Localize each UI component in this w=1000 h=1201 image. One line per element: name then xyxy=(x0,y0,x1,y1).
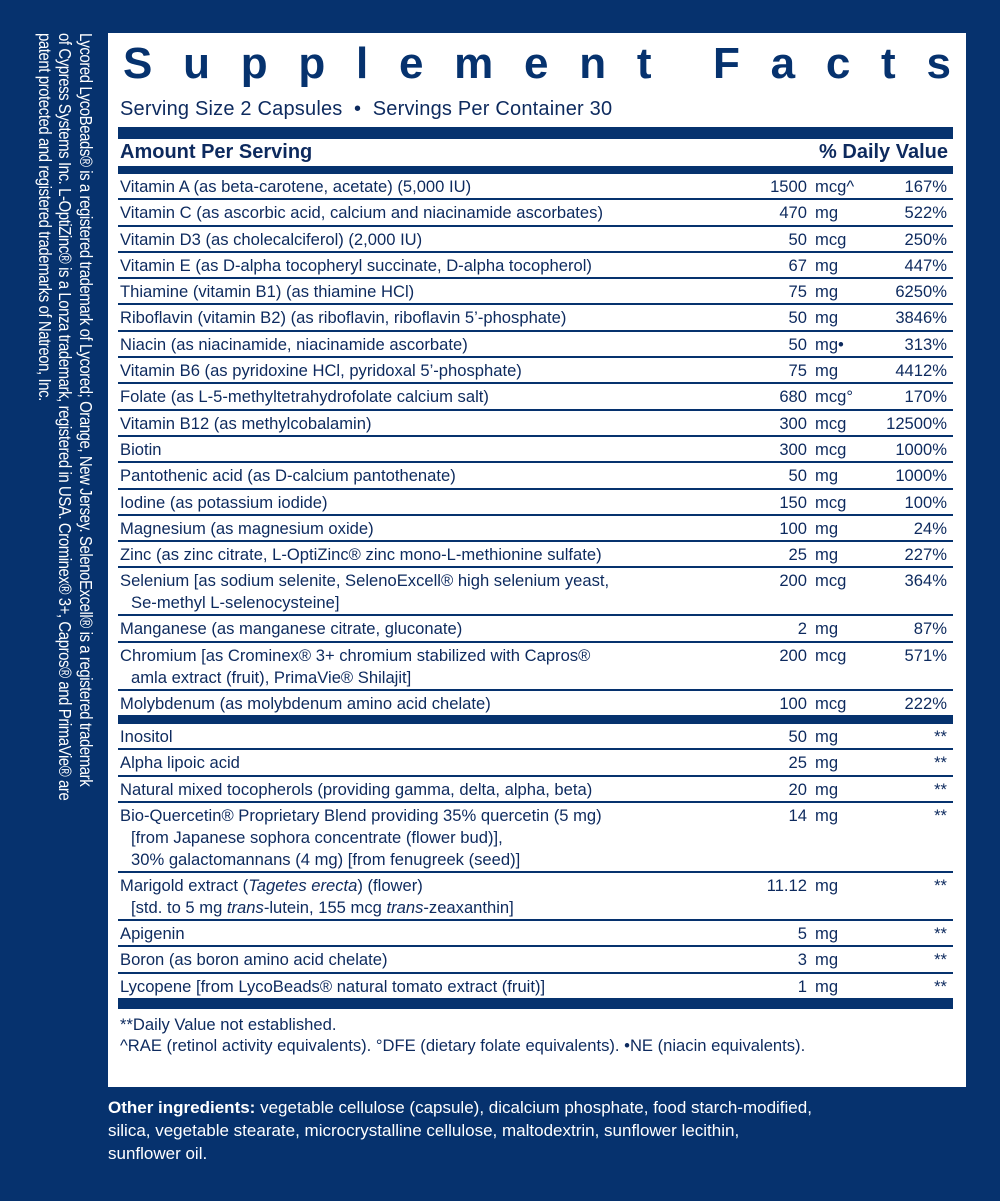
amount-value: 100 xyxy=(779,693,807,713)
amount-value: 50 xyxy=(788,466,807,486)
daily-value: 12500% xyxy=(886,413,947,433)
table-row xyxy=(118,200,953,226)
nutrient-name xyxy=(118,645,719,689)
table-row xyxy=(118,947,953,973)
amount-value: 11.12 xyxy=(766,875,807,895)
trademark-notice xyxy=(26,33,96,1073)
amount-unit: mg xyxy=(815,466,839,486)
table-row xyxy=(118,921,953,947)
daily-value: 222% xyxy=(904,693,947,713)
nutrient-name-italic: Tagetes erecta xyxy=(248,875,358,895)
title-letter: e xyxy=(524,39,549,88)
amount-value: 100 xyxy=(779,518,807,538)
daily-value: ** xyxy=(934,976,947,996)
daily-value: 227% xyxy=(904,545,947,565)
amount-value: 50 xyxy=(788,334,807,354)
table-row xyxy=(118,227,953,253)
nutrient-name xyxy=(118,202,719,224)
nutrient-name-line: Vitamin B6 (as pyridoxine HCl, pyridoxal 5’-phosphate) xyxy=(120,361,522,381)
amount-value: 200 xyxy=(779,645,807,665)
daily-value: ** xyxy=(934,727,947,747)
nutrient-name-line: Vitamin C (as ascorbic acid, calcium and niacinamide ascorbates) xyxy=(120,203,603,223)
amount-value: 300 xyxy=(779,439,807,459)
daily-value: 313% xyxy=(904,334,947,354)
table-row xyxy=(118,253,953,279)
table-row xyxy=(118,463,953,489)
nutrient-name-line: Se-methyl L-selenocysteine] xyxy=(131,593,340,613)
amount-unit: mg xyxy=(815,619,839,639)
nutrient-name xyxy=(118,923,719,945)
nutrient-name-line: Vitamin D3 (as cholecalciferol) (2,000 IU) xyxy=(120,229,423,249)
daily-value: 100% xyxy=(904,492,947,512)
nutrient-name xyxy=(118,492,719,514)
other-ingredients-line: silica, vegetable stearate, microcrystalline cellulose, maltodextrin, sunflower lecithin, xyxy=(108,1121,740,1140)
nutrient-name xyxy=(118,693,719,717)
nutrient-name xyxy=(118,544,719,566)
title-letter: c xyxy=(825,39,851,88)
amount-unit: mg xyxy=(815,518,839,538)
amount-unit: mcg^ xyxy=(815,177,855,196)
nutrient-name-line: Manganese (as manganese citrate, gluconate) xyxy=(120,619,463,639)
footnote: **Daily Value not established. xyxy=(120,1014,337,1034)
amount-value: 470 xyxy=(779,203,807,223)
nutrient-name-line xyxy=(120,897,719,919)
nutrient-name-line: 30% galactomannans (4 mg) [from fenugreek (seed)] xyxy=(131,849,521,869)
daily-value: 364% xyxy=(904,571,947,591)
daily-value: ** xyxy=(934,875,947,895)
table-row xyxy=(118,174,953,200)
table-row xyxy=(118,384,953,410)
table-header xyxy=(118,139,953,166)
nutrient-name-line: Natural mixed tocopherols (providing gamma, delta, alpha, beta) xyxy=(120,779,593,799)
nutrient-name-line: Vitamin E (as D-alpha tocopheryl succinate, D-alpha tocopherol) xyxy=(120,255,592,275)
nutrient-name xyxy=(118,413,719,435)
amount-unit: mcg xyxy=(815,439,847,459)
nutrient-name-part: -lutein, 155 mcg xyxy=(263,897,387,917)
nutrient-name-line: Marigold extract ( xyxy=(120,875,249,895)
title-letter: p xyxy=(298,39,326,88)
nutrient-name-part: [std. to 5 mg xyxy=(131,897,227,917)
nutrient-name xyxy=(118,386,719,408)
nutrient-name-line: Magnesium (as magnesium oxide) xyxy=(120,518,374,538)
nutrient-name-line: Iodine (as potassium iodide) xyxy=(120,492,328,512)
table-row xyxy=(118,803,953,873)
daily-value: 522% xyxy=(904,203,947,223)
amount-value: 1500 xyxy=(770,177,807,196)
amount-value: 200 xyxy=(779,571,807,591)
nutrient-name xyxy=(118,570,719,614)
title-letter: e xyxy=(398,39,424,88)
daily-value: 447% xyxy=(904,255,947,275)
nutrient-name-line: Inositol xyxy=(120,727,173,747)
table-row xyxy=(118,974,953,1000)
table-row xyxy=(118,568,953,616)
daily-value: 250% xyxy=(904,229,947,249)
amount-value: 75 xyxy=(788,361,807,381)
amount-unit: mg xyxy=(815,753,839,773)
amount-unit: mg xyxy=(815,727,839,747)
trademark-line: Lycored LycoBeads® is a registered trademark of Lycored; Orange, New Jersey. SelenoExcell® is a registered trademark xyxy=(76,33,96,787)
nutrient-name xyxy=(118,334,719,356)
nutrient-name-italic: trans xyxy=(386,897,424,917)
nutrient-name-line: Pantothenic acid (as D-calcium pantothenate) xyxy=(120,466,456,486)
other-ingredients-label: Other ingredients: xyxy=(108,1098,256,1117)
daily-value: ** xyxy=(934,753,947,773)
nutrient-name-italic: trans xyxy=(226,897,264,917)
title-letter: F xyxy=(712,39,740,88)
table-row xyxy=(118,616,953,642)
amount-unit: mg xyxy=(815,255,839,275)
amount-unit: mg xyxy=(815,545,839,565)
amount-value: 50 xyxy=(788,229,807,249)
amount-unit: mg xyxy=(815,308,839,328)
amount-value: 20 xyxy=(788,779,807,799)
title-letter: p xyxy=(240,39,268,88)
amount-unit: mg xyxy=(815,282,839,302)
nutrient-name-line: Boron (as boron amino acid chelate) xyxy=(120,950,388,970)
title-letter: t xyxy=(636,39,652,88)
daily-value: ** xyxy=(934,923,947,943)
title-letter: n xyxy=(579,39,607,88)
nutrient-name xyxy=(118,875,719,919)
title-letter: u xyxy=(183,39,210,88)
nutrient-name xyxy=(118,618,719,640)
nutrient-name xyxy=(118,976,719,1000)
nutrient-name-line: Niacin (as niacinamide, niacinamide ascorbate) xyxy=(120,334,468,354)
amount-value: 680 xyxy=(779,387,807,407)
table-row xyxy=(118,332,953,358)
nutrient-name xyxy=(118,439,719,461)
amount-unit: mg xyxy=(815,805,839,825)
amount-value: 75 xyxy=(788,282,807,302)
trademark-line: of Cypress Systems Inc. L-OptiZinc® is a Lonza trademark, registered in USA. Crominex® 3+, Capros® and PrimaVie® are xyxy=(55,33,76,801)
amount-unit: mcg xyxy=(815,229,847,249)
amount-unit: mcg xyxy=(815,693,847,713)
nutrient-name-line: Chromium [as Crominex® 3+ chromium stabilized with Capros® xyxy=(120,645,591,665)
amount-unit: mg xyxy=(815,976,839,996)
table-row xyxy=(118,643,953,691)
amount-unit: mcg xyxy=(815,413,847,433)
nutrient-name xyxy=(118,805,719,871)
amount-value: 300 xyxy=(779,413,807,433)
daily-value-label: % Daily Value xyxy=(819,141,948,163)
nutrient-name xyxy=(118,779,719,801)
daily-value: 170% xyxy=(904,387,947,407)
amount-value: 3 xyxy=(797,950,807,970)
divider-thick xyxy=(118,127,953,139)
nutrient-name-line: Molybdenum (as molybdenum amino acid chelate) xyxy=(120,693,491,713)
amount-value: 14 xyxy=(788,805,807,825)
daily-value: 167% xyxy=(904,177,947,196)
table-row xyxy=(118,516,953,542)
title-letter: l xyxy=(355,39,369,88)
nutrient-name xyxy=(118,949,719,971)
amount-unit: mg xyxy=(815,950,839,970)
table-row xyxy=(118,777,953,803)
amount-value: 67 xyxy=(788,255,807,275)
nutrient-name-line: [from Japanese sophora concentrate (flower bud)], xyxy=(131,827,503,847)
other-rows xyxy=(118,724,953,1000)
nutrient-name xyxy=(118,465,719,487)
table-row xyxy=(118,279,953,305)
table-row xyxy=(118,437,953,463)
amount-unit: mg xyxy=(815,779,839,799)
title-letter: S xyxy=(123,39,153,88)
amount-value: 25 xyxy=(788,753,807,773)
amount-value: 50 xyxy=(788,308,807,328)
title-letter: s xyxy=(926,39,951,88)
nutrient-name xyxy=(118,307,719,329)
table-row xyxy=(118,873,953,921)
table-row xyxy=(118,411,953,437)
nutrient-name-line: Vitamin B12 (as methylcobalamin) xyxy=(120,413,372,433)
nutrient-name-line: Zinc (as zinc citrate, L-OptiZinc® zinc mono-L-methionine sulfate) xyxy=(120,545,602,565)
nutrient-name xyxy=(118,360,719,382)
footnote: ^RAE (retinol activity equivalents). °DFE (dietary folate equivalents). •NE (niacin equivalents). xyxy=(120,1035,806,1055)
nutrient-name-line: Thiamine (vitamin B1) (as thiamine HCl) xyxy=(120,282,415,302)
panel-title xyxy=(118,33,953,91)
daily-value: 4412% xyxy=(895,361,947,381)
title-letter: m xyxy=(454,39,494,88)
title-letter: t xyxy=(881,39,896,88)
nutrient-name-line: Lycopene [from LycoBeads® natural tomato extract (fruit)] xyxy=(120,976,546,996)
amount-value: 150 xyxy=(779,492,807,512)
amount-unit: mg xyxy=(815,875,839,895)
nutrient-name-part: -zeaxanthin] xyxy=(423,897,514,917)
table-row xyxy=(118,490,953,516)
daily-value: 1000% xyxy=(895,466,947,486)
daily-value: ** xyxy=(934,779,947,799)
nutrient-name-line: Vitamin A (as beta-carotene, acetate) (5,000 IU) xyxy=(120,177,472,196)
amount-unit: mcg° xyxy=(815,387,853,407)
amount-per-serving-label: Amount Per Serving xyxy=(120,141,313,163)
daily-value: ** xyxy=(934,950,947,970)
amount-unit: mg xyxy=(815,361,839,381)
other-ingredients-text: vegetable cellulose (capsule), dicalcium phosphate, food starch-modified, xyxy=(255,1098,812,1117)
daily-value: ** xyxy=(934,805,947,825)
table-row xyxy=(118,305,953,331)
divider-header xyxy=(118,166,953,174)
amount-unit: mcg xyxy=(815,571,847,591)
nutrient-name-line: amla extract (fruit), PrimaVie® Shilajit] xyxy=(131,667,412,687)
nutrient-name-line: Bio-Quercetin® Proprietary Blend providing 35% quercetin (5 mg) xyxy=(120,805,602,825)
nutrient-name-line: Folate (as L-5-methyltetrahydrofolate calcium salt) xyxy=(120,387,489,407)
nutrient-name-line: Biotin xyxy=(120,439,162,459)
table-row xyxy=(118,358,953,384)
nutrient-rows xyxy=(118,174,953,717)
serving-info: Serving Size 2 Capsules • Servings Per Container 30 xyxy=(120,98,613,120)
daily-value: 6250% xyxy=(895,282,947,302)
amount-value: 50 xyxy=(788,727,807,747)
daily-value: 87% xyxy=(913,619,947,639)
nutrient-name-line: Apigenin xyxy=(120,923,185,943)
nutrient-name xyxy=(118,255,719,277)
table-row xyxy=(118,542,953,568)
nutrient-name xyxy=(118,229,719,251)
footnotes xyxy=(118,1009,953,1056)
amount-unit: mcg xyxy=(815,645,847,665)
amount-unit: mcg xyxy=(815,492,847,512)
nutrient-name xyxy=(118,176,719,198)
amount-unit: mg• xyxy=(815,334,844,354)
table-row xyxy=(118,750,953,776)
table-row xyxy=(118,724,953,750)
other-ingredients-line: sunflower oil. xyxy=(108,1144,208,1163)
daily-value: 24% xyxy=(913,518,947,538)
title-letter: a xyxy=(770,39,796,88)
supplement-facts-panel xyxy=(108,33,966,1087)
nutrient-name-line: Riboflavin (vitamin B2) (as riboflavin, riboflavin 5’-phosphate) xyxy=(120,308,567,328)
daily-value: 571% xyxy=(904,645,947,665)
amount-value: 1 xyxy=(797,976,807,996)
nutrient-name xyxy=(118,726,719,748)
amount-value: 5 xyxy=(797,923,807,943)
nutrient-name-line: Alpha lipoic acid xyxy=(120,753,240,773)
amount-unit: mg xyxy=(815,923,839,943)
amount-unit: mg xyxy=(815,203,839,223)
daily-value: 3846% xyxy=(895,308,947,328)
amount-value: 2 xyxy=(797,619,807,639)
nutrient-name xyxy=(118,281,719,303)
other-ingredients xyxy=(108,1096,968,1165)
nutrient-name xyxy=(118,752,719,774)
trademark-line: patent protected and registered trademarks of Natreon, Inc. xyxy=(35,33,55,401)
nutrient-name-line: Selenium [as sodium selenite, SelenoExcell® high selenium yeast, xyxy=(120,571,610,591)
nutrient-name-line: ) (flower) xyxy=(357,875,423,895)
nutrient-name xyxy=(118,518,719,540)
daily-value: 1000% xyxy=(895,439,947,459)
table-row xyxy=(118,691,953,717)
amount-value: 25 xyxy=(788,545,807,565)
